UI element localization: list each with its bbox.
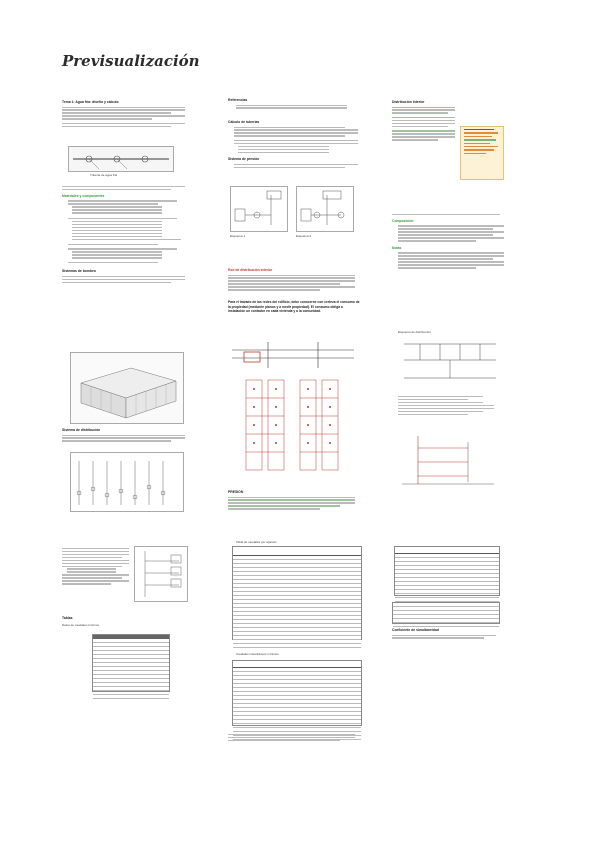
- page-title: Previsualización: [62, 52, 200, 70]
- col2-refs: [228, 98, 358, 118]
- col1-riser-figure: [134, 546, 188, 602]
- col3-table-1: [394, 546, 500, 596]
- distribution-diagram: [400, 338, 500, 390]
- schema-b-diagram: [297, 187, 353, 231]
- col3-composition: [392, 212, 504, 302]
- col2-presion-head: PRESIÓN: [228, 490, 244, 494]
- col2-schema-b: [296, 186, 354, 232]
- col3-sticky-notes: [460, 126, 504, 180]
- col2-calc: [228, 120, 358, 184]
- col1-table: [92, 634, 170, 692]
- col1-section-4: Tablas: [62, 616, 73, 620]
- col2-red: [228, 268, 360, 302]
- col3-red-figure: [398, 434, 498, 490]
- red-riser-diagram: [398, 434, 498, 490]
- col1-distribution: [62, 428, 190, 450]
- col1-table-caption: Datos de caudales mínimos: [62, 622, 100, 626]
- schema-a-diagram: [231, 187, 287, 231]
- col3-intro: [392, 100, 458, 166]
- col1-section-2: Sistemas de bombeo: [62, 269, 96, 274]
- col2-fig-label-a: Esquema 1: [230, 234, 246, 238]
- col3-heading: Distribución interior: [392, 100, 425, 104]
- col2-section-b: Sistema de presión: [228, 157, 260, 162]
- col1-pipe-figure: [68, 146, 174, 172]
- col1-figure-caption: Tubería de agua fría: [90, 173, 118, 177]
- network-diagram: [228, 338, 358, 478]
- col1-lower-text: [62, 546, 132, 616]
- building-diagram: [71, 353, 183, 423]
- riser-diagram: [135, 547, 187, 601]
- col3-list: [398, 394, 498, 434]
- col3-note-foot: Coeficiente de simultaneidad: [392, 628, 439, 632]
- col1-building-figure: [70, 352, 184, 424]
- col1-materials-heading: Materiales y componentes: [62, 193, 105, 198]
- col2-section-red: Red de distribución interior: [228, 268, 273, 272]
- col3-foot: [392, 628, 500, 648]
- col3-sub-a: Composición: [392, 218, 414, 223]
- col3-distribution-figure: [400, 338, 500, 390]
- col3-fig-caption: Esquema de distribución: [398, 330, 431, 334]
- col2-table-title-2: Caudales instantáneos mínimos: [236, 652, 279, 656]
- col2-table-1: [232, 546, 362, 640]
- col1-section-3: Sistema de distribución: [62, 428, 101, 432]
- col2-foot-text: [228, 732, 360, 750]
- col2-heading-ref: Referencias: [228, 98, 248, 102]
- col2-fig-label-b: Esquema 2: [296, 234, 312, 238]
- col2-network-figure: [228, 338, 358, 478]
- col1-materials: [62, 184, 190, 324]
- col2-bold-note: Para el trazado de las redes del edificio, debe conocerse con certeza el consumo de la propiedad (mediante planos y a medir propiedad). El consumo obliga a instalación un contador en cada vivienda y a la comunidad.: [228, 300, 360, 314]
- col3-sub-b: Notas: [392, 245, 402, 250]
- pipe-diagram: [69, 147, 173, 171]
- col1-fixtures-figure: [70, 452, 184, 512]
- col1-heading: Tema 1: Agua fría: diseño y cálculo: [62, 100, 119, 104]
- col2-presion: [228, 490, 360, 524]
- col2-schema-a: [230, 186, 288, 232]
- col2-table-title: Tabla de caudales por aparato: [236, 540, 277, 544]
- col1-intro: [62, 100, 190, 144]
- col2-table-2: [232, 660, 362, 726]
- col1-table-block: [62, 616, 190, 626]
- col3-table-2: [392, 602, 500, 624]
- col2-section-a: Cálculo de tuberías: [228, 120, 260, 124]
- fixtures-diagram: [71, 453, 183, 511]
